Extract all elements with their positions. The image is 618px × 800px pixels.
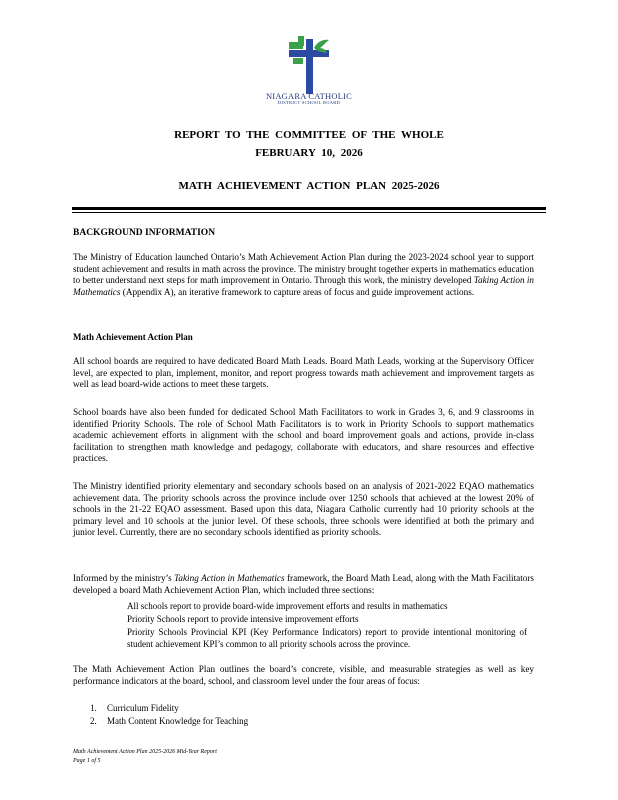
logo-name: NIAGARA CATHOLIC [265,91,353,101]
bullet-text: Priority Schools report to provide intensive improvement efforts [127,614,359,624]
section-heading: BACKGROUND INFORMATION [73,228,216,238]
intro-text-1: The Ministry of Education launched Ontario’s Math Achievement Action Plan during the 2023-2024 school year to support student achievement and results in math across the province. The ministry brought together experts in mathematics education to better understand next steps for math improvement in Ontario. Through this work, the ministry developed [73,252,534,285]
paragraph-priority-schools: The Ministry identified priority elementary and secondary schools based on an analysis of 2021-2022 EQAO mathematics achievement data. The priority schools across the province include over 1250 schools that achieved at the lowest 20% of schools in the 21-22 EQAO assessment. Based upon this data, Niagara Catholic currently had 10 priority schools at the primary level and 10 schools at the junior level. Of these schools, three schools were identified at both the primary and junior level. Currently, there are no secondary schools identified as priority schools. [73,481,534,537]
title-rule-thin [72,212,546,213]
list-number: 1. [90,703,97,713]
list-text: Math Content Knowledge for Teaching [107,716,249,726]
logo-green-block-top [298,36,304,46]
subheading: Math Achievement Action Plan [73,332,193,342]
bullet-text: Priority Schools Provincial KPI (Key Performance Indicators) report to provide intentional monitoring of student achievement KPI’s common to all priority schools across the province. [127,627,527,649]
footer-page-number: Page 1 of 5 [73,758,101,764]
intro-text-2: (Appendix A), an iterative framework to capture areas of focus and guide improvement actions. [120,286,475,297]
report-subject: MATH ACHIEVEMENT ACTION PLAN 2025-2026 [178,180,440,192]
bullet-text: All schools report to provide board-wide improvement efforts and results in mathematics [127,601,448,611]
list-number: 2. [90,716,97,726]
intro-paragraph [73,252,534,298]
paragraph-math-leads: All school boards are required to have dedicated Board Math Leads. Board Math Leads, working at the Supervisory Officer level, are expected to plan, implement, monitor, and report progress towards math achievement and improvement targets as well as lead board-wide actions to meet these targets. [73,356,534,389]
list-text: Curriculum Fidelity [107,703,179,713]
logo-green-block-bottom-left [293,58,303,64]
logo-cross-vertical [306,39,313,94]
paragraph-action-plan [73,573,534,596]
cross-dove-logo [287,36,331,94]
footer-title: Math Achievement Action Plan 2025-2026 Mid-Year Report [73,749,217,755]
report-date: FEBRUARY 10, 2026 [255,147,363,159]
paragraph-math-facilitators: School boards have also been funded for dedicated School Math Facilitators to work in Grades 3, 6, and 9 classrooms in identified Priority Schools. The role of School Math Facilitators is to work in Priority Schools to support mathematics academic achievement efforts in alignment with the school and board improvement goals and actions, provide in-class facilitation to strengthen math knowledge and pedagogy, collaborate with educators, and share resources and effective practices. [73,407,534,463]
para4-framework-title: Taking Action in Mathematics [174,573,285,583]
logo-subtitle: DISTRICT SCHOOL BOARD [277,100,341,105]
title-rule-thick [72,207,546,210]
intro-framework-title: Taking Action in Mathematics [73,275,535,297]
report-title: REPORT TO THE COMMITTEE OF THE WHOLE [174,129,444,141]
para4-text-1: Informed by the ministry’s [73,573,175,583]
para4-text-2: framework, the Board Math Lead, along with the Math Facilitators developed a board Math Achievement Action Plan, which included three sections: [73,573,534,595]
paragraph-focus-areas: The Math Achievement Action Plan outlines the board’s concrete, visible, and measurable strategies as well as key performance indicators at the board, school, and classroom level under the four areas of focus: [73,664,534,686]
